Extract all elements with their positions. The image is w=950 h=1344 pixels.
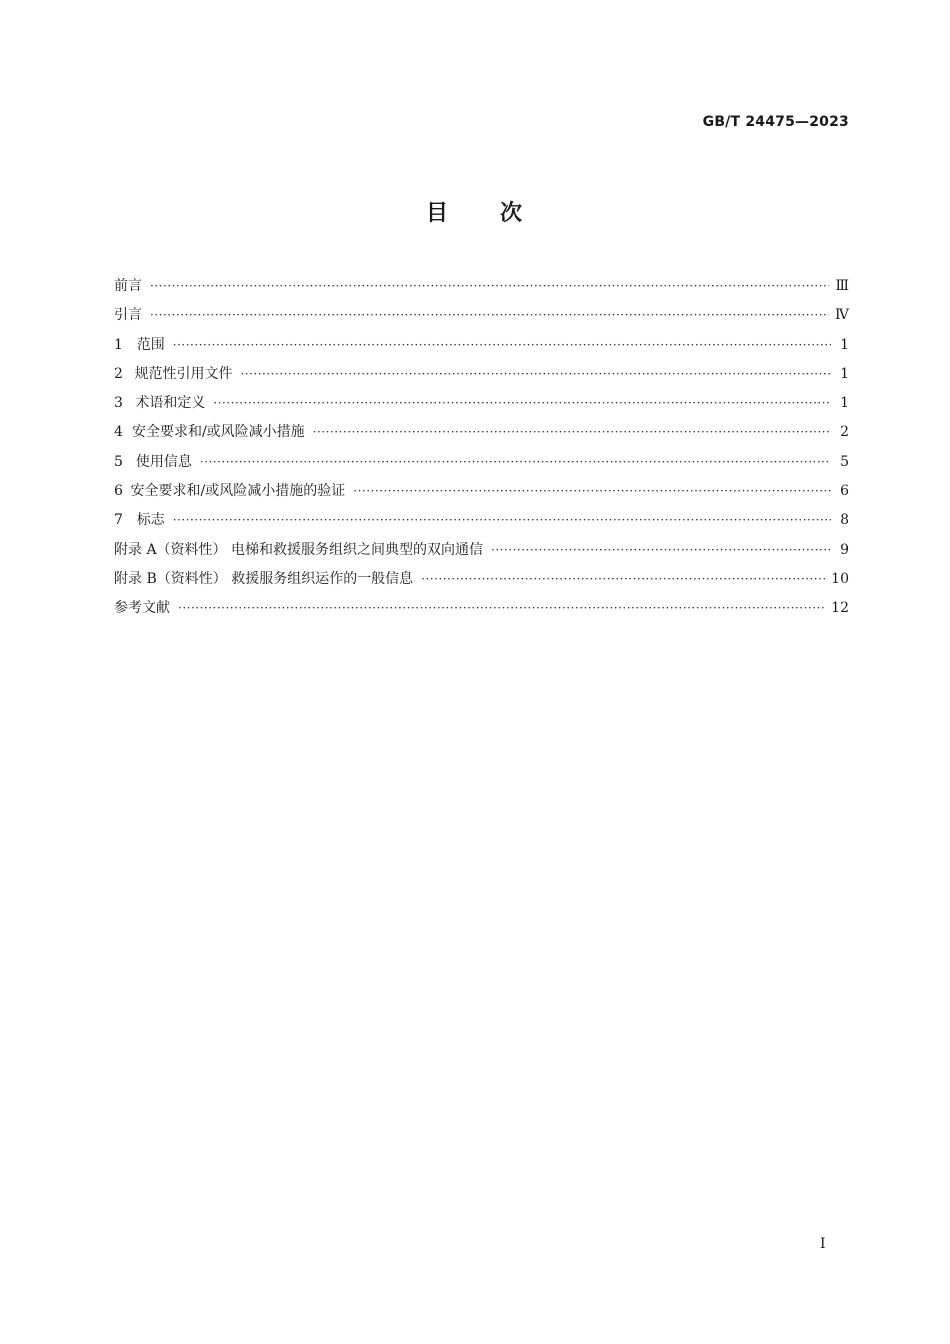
toc-leader-dots	[150, 279, 829, 293]
toc-leader-dots	[353, 484, 831, 498]
toc-leader-dots	[313, 425, 831, 439]
page-title-part1: 目	[425, 201, 450, 226]
toc-entry-number: 5	[114, 453, 123, 470]
toc-entry-page: 1	[840, 365, 849, 382]
toc-entry-label: 参考文献	[114, 600, 170, 617]
toc-leader-dots	[173, 513, 831, 527]
page-title-part2: 次	[500, 201, 525, 226]
toc-entry-label: 使用信息	[135, 453, 192, 470]
toc-entry-page: 12	[831, 600, 849, 617]
toc-leader-dots	[240, 367, 831, 381]
toc-entry-foreword[interactable]	[114, 275, 849, 304]
toc-entry-label: 标志	[136, 512, 165, 529]
toc-entry-page: Ⅳ	[835, 307, 849, 324]
toc-entry-3[interactable]	[114, 392, 849, 421]
toc-entry-label: 附录 B（资料性） 救援服务组织运作的一般信息	[114, 570, 414, 587]
page-number: Ⅰ	[820, 1236, 826, 1252]
toc-entry-1[interactable]	[114, 334, 849, 363]
toc-entry-label: 安全要求和/或风险减小措施	[131, 424, 305, 441]
toc-leader-dots	[178, 601, 825, 615]
toc-entry-label: 安全要求和/或风险减小措施的验证	[130, 483, 346, 500]
toc-entry-bibliography[interactable]	[114, 597, 849, 626]
toc-entry-label: 前言	[114, 278, 142, 294]
toc-entry-label: 附录 A（资料性） 电梯和救援服务组织之间典型的双向通信	[114, 541, 484, 558]
toc-leader-dots	[150, 308, 829, 322]
toc-entry-number: 2	[114, 365, 123, 382]
toc-entry-annex-a[interactable]	[114, 539, 849, 568]
toc-entry-number: 7	[114, 512, 123, 529]
toc-entry-page: Ⅲ	[835, 278, 849, 294]
toc-entry-introduction[interactable]	[114, 304, 849, 333]
standard-number: GB/T 24475—2023	[702, 114, 849, 130]
toc-entry-label: 范围	[136, 336, 165, 353]
toc-entry-label: 术语和定义	[135, 395, 206, 412]
toc-entry-page: 1	[840, 336, 849, 353]
toc-entry-page: 1	[840, 395, 849, 412]
toc-entry-annex-b[interactable]	[114, 568, 849, 597]
toc-entry-7[interactable]	[114, 509, 849, 538]
toc-leader-dots	[491, 543, 831, 557]
toc-entry-number: 1	[114, 336, 123, 353]
toc-leader-dots	[213, 396, 831, 410]
toc-entry-page: 6	[840, 483, 849, 500]
page-title	[0, 196, 950, 227]
toc-entry-4[interactable]	[114, 421, 849, 450]
toc-entry-6[interactable]	[114, 480, 849, 509]
toc-entry-page: 9	[840, 541, 849, 558]
toc-leader-dots	[421, 572, 825, 586]
toc-leader-dots	[173, 338, 831, 352]
toc-leader-dots	[200, 455, 831, 469]
toc-entry-number: 6	[114, 483, 123, 500]
table-of-contents	[114, 275, 849, 627]
toc-entry-page: 2	[840, 424, 849, 441]
toc-entry-number: 3	[114, 395, 123, 412]
toc-entry-label: 规范性引用文件	[134, 365, 233, 382]
toc-entry-5[interactable]	[114, 451, 849, 480]
toc-entry-page: 8	[840, 512, 849, 529]
toc-entry-label: 引言	[114, 307, 142, 324]
toc-entry-page: 5	[840, 453, 849, 470]
toc-entry-number: 4	[114, 424, 123, 441]
toc-entry-2[interactable]	[114, 363, 849, 392]
toc-entry-page: 10	[831, 570, 849, 587]
